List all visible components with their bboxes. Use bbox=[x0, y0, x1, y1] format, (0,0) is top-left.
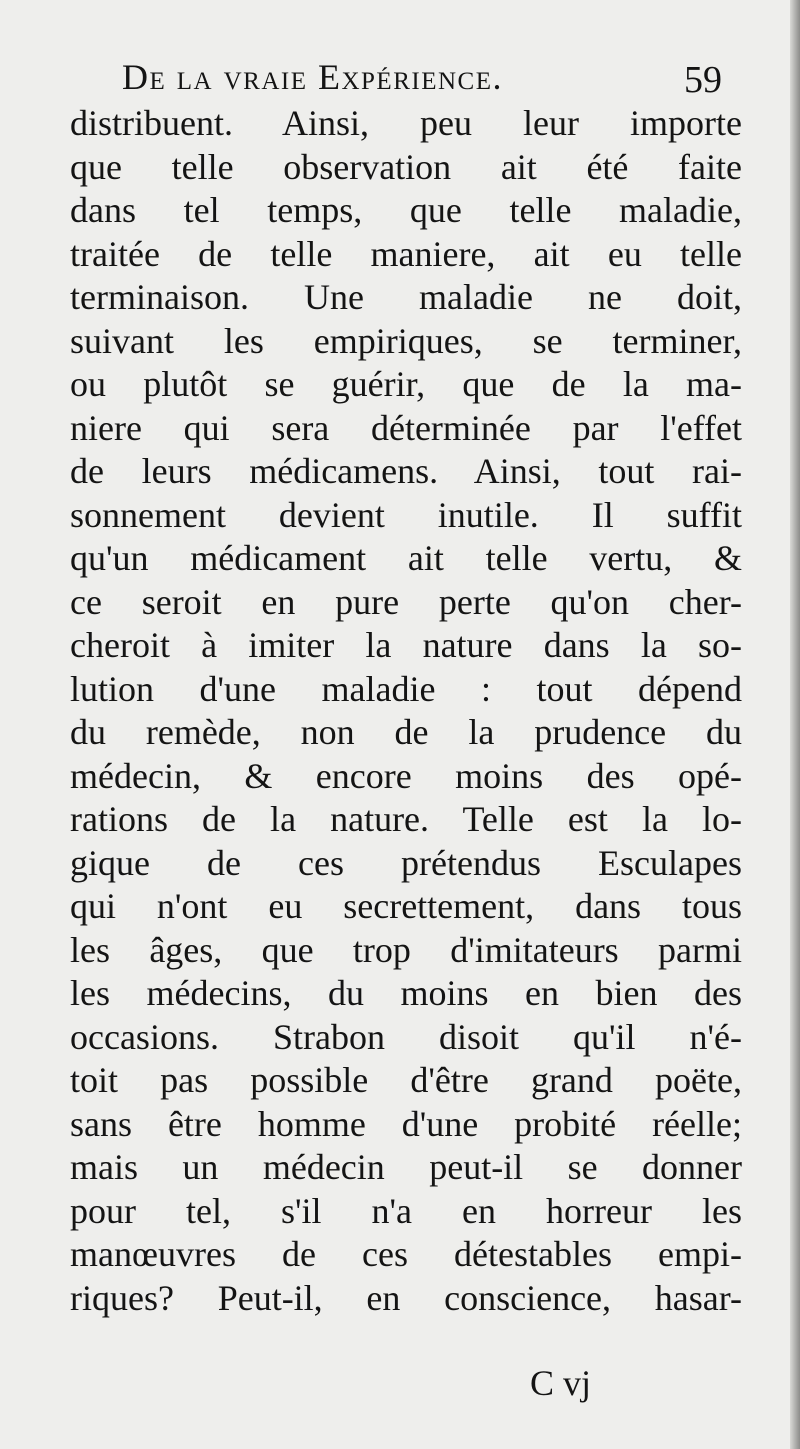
text-line: toit pas possible d'être grand poëte, bbox=[70, 1060, 742, 1100]
text-line: riques? Peut-il, en conscience, hasar- bbox=[70, 1277, 742, 1318]
text-line: suivant les empiriques, se terminer, bbox=[70, 320, 742, 361]
text-line: gique de ces prétendus Esculapes bbox=[70, 842, 742, 883]
text-line: du remède, non de la prudence du bbox=[70, 712, 742, 752]
text-line: sonnement devient inutile. Il suffit bbox=[70, 494, 742, 535]
text-line: cheroit à imiter la nature dans la so- bbox=[70, 625, 742, 665]
text-line: distribuent. Ainsi, peu leur importe bbox=[70, 103, 742, 143]
text-line: pour tel, s'il n'a en horreur les bbox=[70, 1190, 742, 1231]
body-text bbox=[70, 102, 742, 1320]
text-line: dans tel temps, que telle maladie, bbox=[70, 190, 742, 230]
text-line: manœuvres de ces détestables empi- bbox=[70, 1234, 742, 1274]
text-line: que telle observation ait été faite bbox=[70, 146, 742, 187]
text-line: mais un médecin peut-il se donner bbox=[70, 1147, 742, 1187]
text-line: niere qui sera déterminée par l'effet bbox=[70, 407, 742, 448]
text-line: qui n'ont eu secrettement, dans tous bbox=[70, 886, 742, 926]
text-line: ce seroit en pure perte qu'on cher- bbox=[70, 581, 742, 622]
signature-mark: C vj bbox=[530, 1363, 592, 1403]
text-line: terminaison. Une maladie ne doit, bbox=[70, 277, 742, 317]
text-line: les médecins, du moins en bien des bbox=[70, 973, 742, 1013]
page-number: 59 bbox=[684, 59, 722, 101]
text-line: les âges, que trop d'imitateurs parmi bbox=[70, 929, 742, 970]
text-line: ou plutôt se guérir, que de la ma- bbox=[70, 364, 742, 404]
text-line: de leurs médicamens. Ainsi, tout rai- bbox=[70, 451, 742, 491]
page-header bbox=[122, 56, 742, 106]
text-line: qu'un médicament ait telle vertu, & bbox=[70, 538, 742, 578]
text-line: sans être homme d'une probité réelle; bbox=[70, 1103, 742, 1144]
running-title: De la vraie Expérience. bbox=[122, 57, 503, 97]
text-line: médecin, & encore moins des opé- bbox=[70, 755, 742, 796]
text-line: occasions. Strabon disoit qu'il n'é- bbox=[70, 1016, 742, 1057]
text-line: lution d'une maladie : tout dépend bbox=[70, 668, 742, 709]
text-line: rations de la nature. Telle est la lo- bbox=[70, 799, 742, 839]
page-edge-shadow bbox=[790, 0, 800, 1449]
text-line: traitée de telle maniere, ait eu telle bbox=[70, 233, 742, 274]
